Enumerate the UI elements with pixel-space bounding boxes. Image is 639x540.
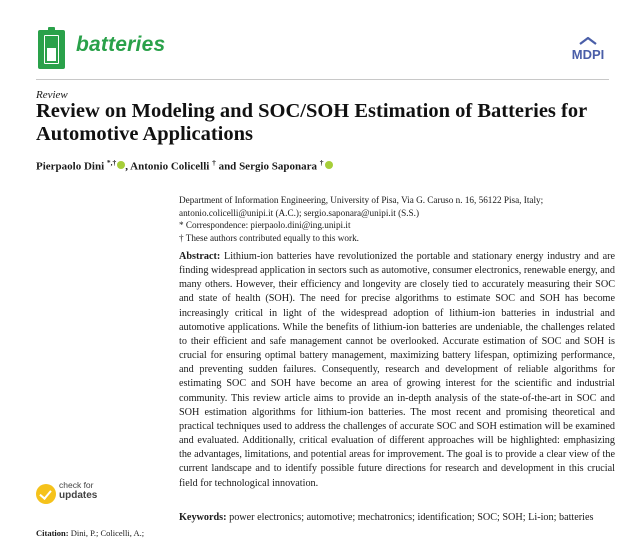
affiliation-block — [179, 194, 619, 244]
orcid-icon[interactable] — [325, 161, 333, 169]
author-conjunction: and — [218, 160, 237, 173]
author-name[interactable]: Sergio Saponara — [239, 160, 317, 173]
correspondence[interactable]: * Correspondence: pierpaolo.dini@ing.unipi.it — [179, 220, 351, 230]
updates-line2: updates — [59, 490, 98, 501]
citation-label: Citation: — [36, 528, 69, 538]
affiliation-emails[interactable]: antonio.colicelli@unipi.it (A.C.); sergio.saponara@unipi.it (S.S.) — [179, 207, 420, 218]
keywords — [179, 512, 594, 523]
updates-line1: check for — [59, 480, 94, 490]
journal-logo-battery-icon: + — [38, 30, 65, 69]
mdpi-logo-icon — [567, 34, 609, 62]
author-marks: † — [319, 158, 324, 167]
keywords-text: power electronics; automotive; mechatronics; identification; SOC; SOH; Li-ion; batteries — [229, 512, 594, 523]
equal-contribution-note: † These authors contributed equally to this work. — [179, 232, 359, 243]
author-list — [36, 158, 333, 173]
keywords-label: Keywords: — [179, 512, 227, 523]
abstract-text: Lithium-ion batteries have revolutionized the portable and stationary energy industry and are finding widespread application in sectors such as automotive, consumer electronics, renewable energy, and many others. However, their efficiency and longevity are closely tied to accurately measuring their SOC and state of health (SOH). The need for precise algorithms to estimate SOC and SOH has become increasingly critical in light of the widespread adoption of lithium-ion batteries in industrial and automotive applications. While the benefits of lithium-ion batteries are undeniable, the challenges related to their efficient and safe management cannot be overlooked. Accurate estimation of SOC and SOH is crucial for ensuring optimal battery management, maximizing battery lifespan, optimizing performance, and preventing sudden failures. Consequently, research and development of reliable algorithms for estimating SOC and SOH have become an area of growing interest for the scientific and industrial community. This review article aims to provide an in-depth analysis of the state-of-the-art in SOC and SOH estimation algorithms for lithium-ion batteries. The most recent and promising theoretical and practical techniques used to address the challenges of accurate SOC and SOH estimation will be examined and evaluated. Additionally, critical evaluation of different approaches will be highlighted: emphasizing the advantages, limitations, and potential areas for improvement. The goal is to provide a clear view of the current landscape and to identify possible future directions for research and development in this crucial field for technological innovation. — [179, 251, 616, 489]
author-marks: *,† — [106, 158, 117, 167]
header-divider — [36, 79, 609, 80]
journal-name: batteries — [76, 33, 166, 56]
author-marks: † — [212, 158, 216, 167]
author-name[interactable]: Antonio Colicelli — [130, 160, 210, 173]
citation-text: Dini, P.; Colicelli, A.; — [70, 528, 145, 538]
author-separator: , — [125, 160, 129, 173]
check-for-updates-button[interactable] — [36, 478, 116, 512]
check-icon — [36, 484, 56, 504]
article-title: Review on Modeling and SOC/SOH Estimation of Batteries for Automotive Applications — [36, 100, 587, 145]
citation — [36, 528, 144, 538]
abstract-label: Abstract: — [179, 251, 221, 262]
article-type: Review — [36, 89, 68, 101]
author-name[interactable]: Pierpaolo Dini — [36, 160, 105, 173]
abstract — [179, 250, 615, 491]
affiliation-line: Department of Information Engineering, University of Pisa, Via G. Caruso n. 16, 56122 Pisa, Italy; — [179, 195, 544, 205]
publisher-name: MDPI — [571, 47, 605, 62]
